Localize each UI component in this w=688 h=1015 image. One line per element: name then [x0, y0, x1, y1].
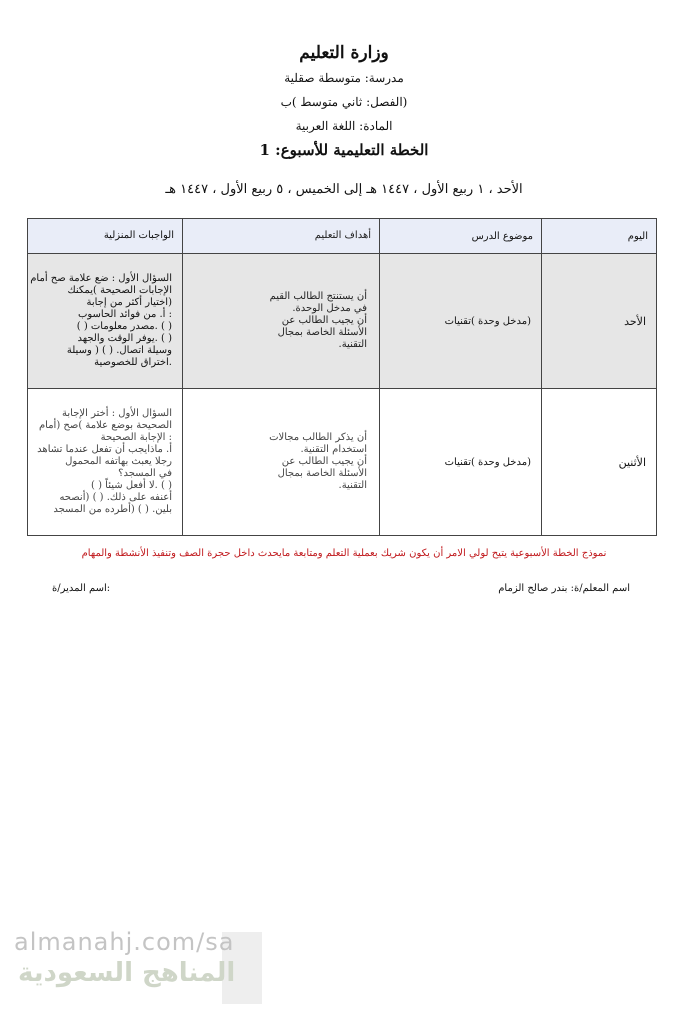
- homework-line: الإجابات الصحيحة )يمكنك: [67, 285, 172, 296]
- homework-line: : أ. من فوائد الحاسوب: [77, 309, 172, 320]
- table-row: [28, 389, 657, 536]
- objective-line: في مدخل الوحدة.: [292, 303, 367, 314]
- objective-line: أن يذكر الطالب مجالات: [269, 432, 367, 443]
- homework-line: السؤال الأول : أختر الإجابة: [62, 408, 172, 419]
- homework-cell: [28, 389, 183, 536]
- homework-line: ( ) .يوفر الوقت والجهد: [77, 333, 172, 344]
- homework-line: أعنفه على ذلك. ( ) (أنصحه: [59, 492, 172, 503]
- document-header: [0, 40, 688, 162]
- homework-line: بلين. ( ) (أطرده من المسجد: [53, 504, 172, 515]
- homework-cell: [28, 254, 183, 389]
- homework-line: الصحيحة بوضع علامة )صح (أمام: [38, 420, 172, 431]
- homework-line: .اختراق للخصوصية: [94, 357, 172, 368]
- header-day: اليوم: [542, 219, 657, 254]
- parent-note: نموذج الخطة الأسبوعية يتيح لولي الامر أن يكون شريك بعملية التعلم ومتابعة مايحدث داخل حجرة الصف وتنفيذ الأنشطة والمهام: [81, 548, 607, 559]
- weekly-plan-table: [27, 218, 657, 536]
- homework-line: أ. ماذايجب أن تفعل عندما تشاهد: [37, 444, 172, 455]
- homework-line: وسيلة اتصال. ( ) ( وسيلة: [66, 345, 172, 356]
- table-row: [28, 254, 657, 389]
- homework-line: (اختيار أكثر من إجابة: [86, 297, 172, 308]
- day-cell: الأحد: [542, 254, 657, 389]
- homework-line: في المسجد؟: [118, 468, 172, 479]
- watermark-url: almanahj.com/sa: [14, 928, 235, 956]
- subject-name: المادة: اللغة العربية: [295, 119, 393, 133]
- header-homework: الواجبات المنزلية: [28, 219, 183, 254]
- homework-line: ( ) .مصدر معلومات ( ): [76, 321, 172, 332]
- objective-line: التقنية.: [338, 480, 367, 491]
- objective-line: الأسئلة الخاصة بمجال: [277, 327, 367, 338]
- class-name: (الفصل: ثاني متوسط )ب: [280, 95, 408, 109]
- plan-title: الخطة التعليمية للأسبوع: 1: [259, 141, 429, 159]
- objective-line: أن يستنتج الطالب القيم: [269, 291, 367, 302]
- objective-line: الأسئلة الخاصة بمجال: [277, 468, 367, 479]
- principal-name: :اسم المدير/ة: [52, 583, 111, 594]
- watermark-brand: المناهج السعودية: [18, 958, 236, 988]
- date-range: الأحد ، ١ ربيع الأول ، ١٤٤٧ هـ إلى الخميس ، ٥ ربيع الأول ، ١٤٤٧ هـ: [165, 182, 523, 197]
- homework-line: : الإجابة الصحيحة: [100, 432, 172, 443]
- table-header-row: [28, 219, 657, 254]
- topic-cell: (مدخل وحدة )تقنيات: [380, 254, 542, 389]
- homework-line: ( ) .لا أفعل شيئاً ( ): [91, 480, 172, 491]
- homework-line: السؤال الأول : ضع علامة صح أمام: [30, 273, 172, 284]
- homework-line: رجلا يعبث بهاتفه المحمول: [65, 456, 172, 467]
- objective-line: استخدام التقنية.: [300, 444, 367, 455]
- ministry-title: وزارة التعليم: [299, 43, 389, 63]
- objective-line: التقنية.: [338, 339, 367, 350]
- header-objectives: أهداف التعليم: [183, 219, 380, 254]
- objectives-cell: [183, 254, 380, 389]
- teacher-name: اسم المعلم/ة: بندر صالح الزمام: [498, 583, 630, 594]
- objective-line: أن يجيب الطالب عن: [281, 456, 367, 467]
- header-topic: موضوع الدرس: [380, 219, 542, 254]
- school-name: مدرسة: متوسطة صقلية: [284, 71, 404, 85]
- topic-cell: (مدخل وحدة )تقنيات: [380, 389, 542, 536]
- day-cell: الأثنين: [542, 389, 657, 536]
- objectives-cell: [183, 389, 380, 536]
- objective-line: أن يجيب الطالب عن: [281, 315, 367, 326]
